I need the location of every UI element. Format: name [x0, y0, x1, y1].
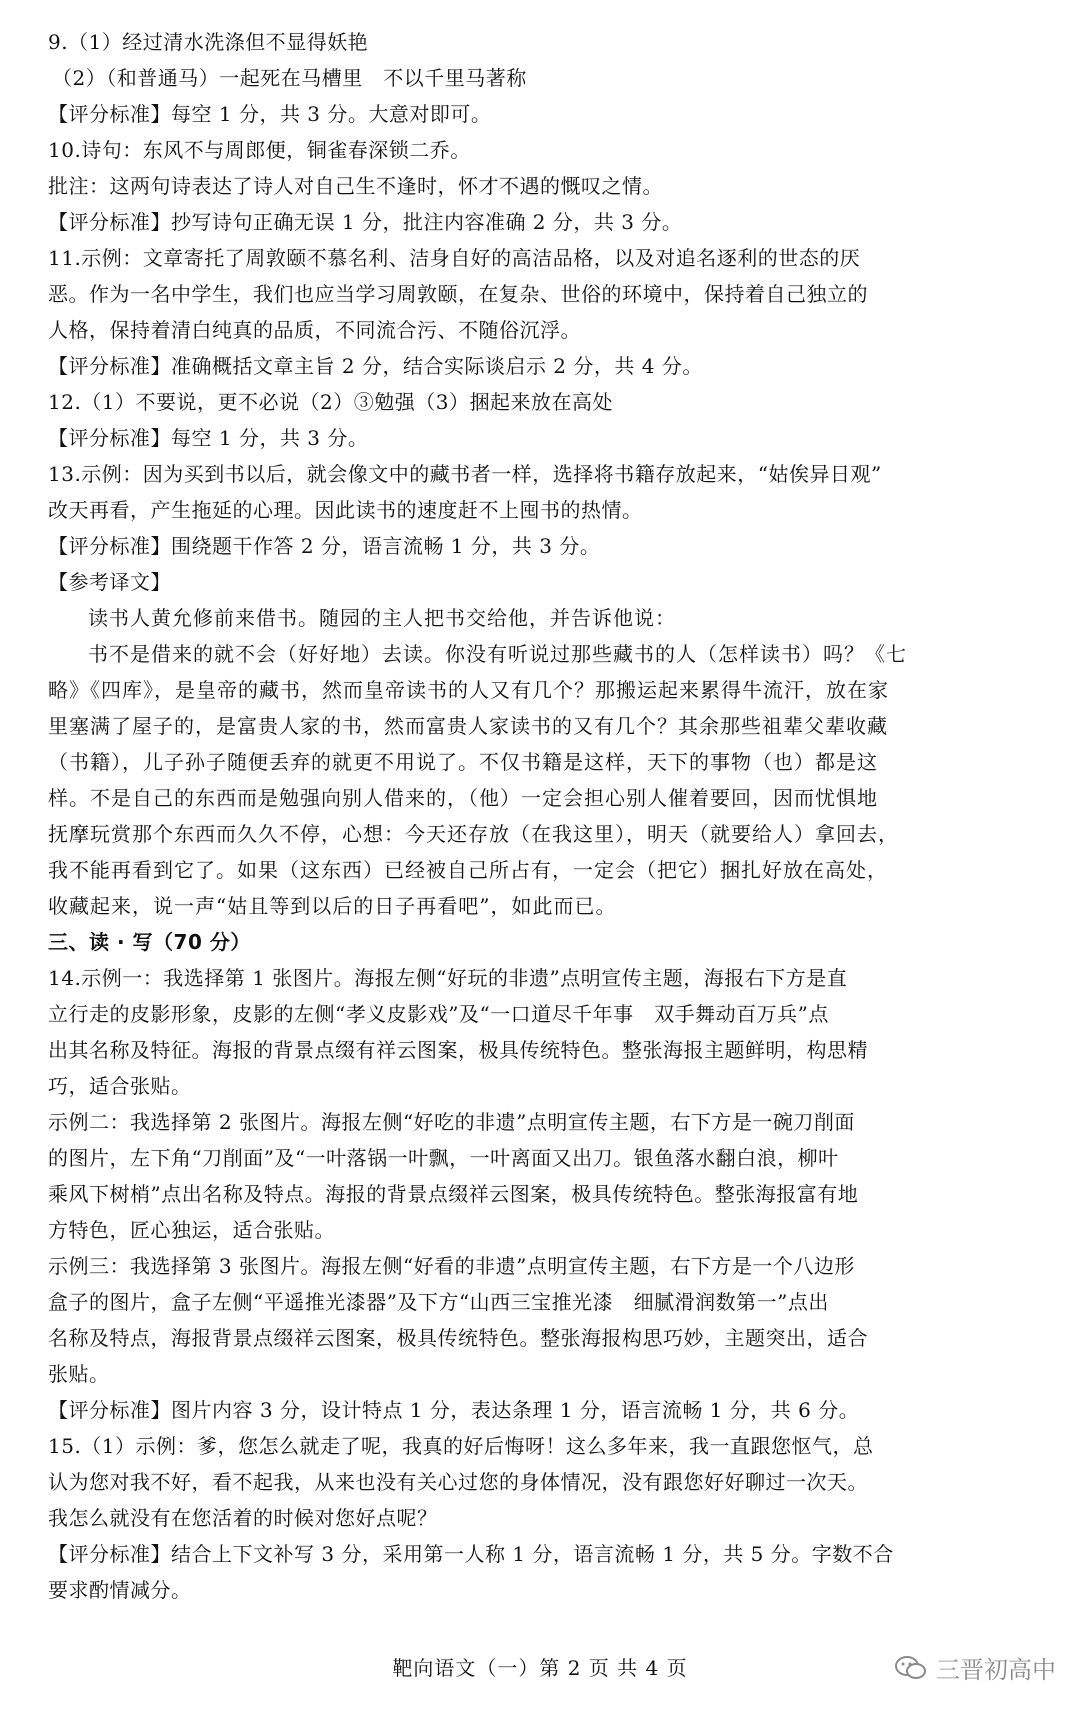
text-line: 我不能再看到它了。如果（这东西）已经被自己所占有，一定会（把它）捆扎好放在高处， [48, 858, 888, 882]
text-line: 【评分标准】每空 1 分，共 3 分。大意对即可。 [48, 102, 492, 126]
text-line: 样。不是自己的东西而是勉强向别人借来的，（他）一定会担心别人催着要回，因而忧惧地 [48, 786, 878, 810]
wechat-icon [894, 1654, 928, 1682]
text-line: 要求酌情减分。 [48, 1578, 192, 1602]
text-line: 巧，适合张贴。 [48, 1074, 192, 1098]
text-line: 改天再看，产生拖延的心理。因此读书的速度赶不上囤书的热情。 [48, 498, 643, 522]
text-line: 名称及特点，海报背景点缀祥云图案，极具传统特色。整张海报构思巧妙，主题突出，适合 [48, 1326, 868, 1350]
text-line: 【评分标准】抄写诗句正确无误 1 分，批注内容准确 2 分，共 3 分。 [48, 210, 683, 234]
answer-key-content [48, 24, 1008, 1608]
text-line: 盒子的图片，盒子左侧“平遥推光漆器”及下方“山西三宝推光漆 细腻滑润数第一”点出 [48, 1290, 829, 1314]
text-line: 方特色，匠心独运，适合张贴。 [48, 1218, 335, 1242]
text-line: 【评分标准】围绕题干作答 2 分，语言流畅 1 分，共 3 分。 [48, 534, 601, 558]
text-line: 示例三：我选择第 3 张图片。海报左侧“好看的非遗”点明宣传主题，右下方是一个八边形 [48, 1254, 855, 1278]
text-line: 15.（1）示例：爹，您怎么就走了呢，我真的好后悔呀！这么多年来，我一直跟您怄气，总 [48, 1434, 874, 1458]
text-line: 收藏起来，说一声“姑且等到以后的日子再看吧”，如此而已。 [48, 894, 617, 918]
text-line: 示例二：我选择第 2 张图片。海报左侧“好吃的非遗”点明宣传主题，右下方是一碗刀削面 [48, 1110, 855, 1134]
text-line: 人格，保持着清白纯真的品质，不同流合污、不随俗沉浮。 [48, 318, 581, 342]
text-line: 恶。作为一名中学生，我们也应当学习周敦颐，在复杂、世俗的环境中，保持着自己独立的 [48, 282, 868, 306]
text-line: （2）（和普通马）一起死在马槽里 不以千里马著称 [52, 66, 527, 90]
text-line: 【参考译文】 [48, 570, 171, 594]
watermark-text: 三晋初高中 [936, 1656, 1056, 1684]
text-line: （书籍），儿子孙子随便丢弃的就更不用说了。不仅书籍是这样，天下的事物（也）都是这 [48, 750, 878, 774]
text-line: 12.（1）不要说，更不必说（2）③勉强（3）捆起来放在高处 [48, 390, 613, 414]
text-line: 11.示例：文章寄托了周敦颐不慕名利、洁身自好的高洁品格，以及对追名逐利的世态的厌 [48, 246, 861, 270]
text-line: 立行走的皮影形象，皮影的左侧“孝义皮影戏”及“一口道尽千年事 双手舞动百万兵”点 [48, 1002, 829, 1026]
watermark [894, 1650, 1056, 1685]
text-line: 【评分标准】每空 1 分，共 3 分。 [48, 426, 369, 450]
text-line: 三、读 · 写（70 分） [48, 930, 251, 954]
page-footer: 靶向语文（一）第 2 页 共 4 页 [392, 1656, 688, 1680]
text-line: 【评分标准】结合上下文补写 3 分，采用第一人称 1 分，语言流畅 1 分，共 5 分。字数不合 [48, 1542, 894, 1566]
text-line: 9.（1）经过清水洗涤但不显得妖艳 [48, 30, 369, 54]
text-line: 抚摩玩赏那个东西而久久不停，心想：今天还存放（在我这里），明天（就要给人）拿回去， [48, 822, 899, 846]
text-line: 读书人黄允修前来借书。随园的主人把书交给他，并告诉他说： [88, 606, 676, 630]
text-line: 书不是借来的就不会（好好地）去读。你没有听说过那些藏书的人（怎样读书）吗？《七 [88, 642, 907, 666]
text-line: 认为您对我不好，看不起我，从来也没有关心过您的身体情况，没有跟您好好聊过一次天。 [48, 1470, 868, 1494]
text-line: 【评分标准】准确概括文章主旨 2 分，结合实际谈启示 2 分，共 4 分。 [48, 354, 703, 378]
text-line: 14.示例一：我选择第 1 张图片。海报左侧“好玩的非遗”点明宣传主题，海报右下方是直 [48, 966, 848, 990]
text-line: 13.示例：因为买到书以后，就会像文中的藏书者一样，选择将书籍存放起来，“姑俟异日观” [48, 462, 882, 486]
text-line: 出其名称及特征。海报的背景点缀有祥云图案，极具传统特色。整张海报主题鲜明，构思精 [48, 1038, 868, 1062]
text-line: 我怎么就没有在您活着的时候对您好点呢？ [48, 1506, 438, 1530]
text-line: 的图片，左下角“刀削面”及“一叶落锅一叶飘，一叶离面又出刀。银鱼落水翻白浪，柳叶 [48, 1146, 839, 1170]
text-line: 略》《四库》，是皇帝的藏书，然而皇帝读书的人又有几个？那搬运起来累得牛流汗，放在家 [48, 678, 889, 702]
text-line: 里塞满了屋子的，是富贵人家的书，然而富贵人家读书的又有几个？其余那些祖辈父辈收藏 [48, 714, 888, 738]
text-line: 10.诗句：东风不与周郎便，铜雀春深锁二乔。 [48, 138, 471, 162]
text-line: 乘风下树梢”点出名称及特点。海报的背景点缀祥云图案，极具传统特色。整张海报富有地 [48, 1182, 859, 1206]
text-line: 批注：这两句诗表达了诗人对自己生不逢时，怀才不遇的慨叹之情。 [48, 174, 663, 198]
text-line: 【评分标准】图片内容 3 分，设计特点 1 分，表达条理 1 分，语言流畅 1 分，共 6 分。 [48, 1398, 860, 1422]
text-line: 张贴。 [48, 1362, 110, 1386]
